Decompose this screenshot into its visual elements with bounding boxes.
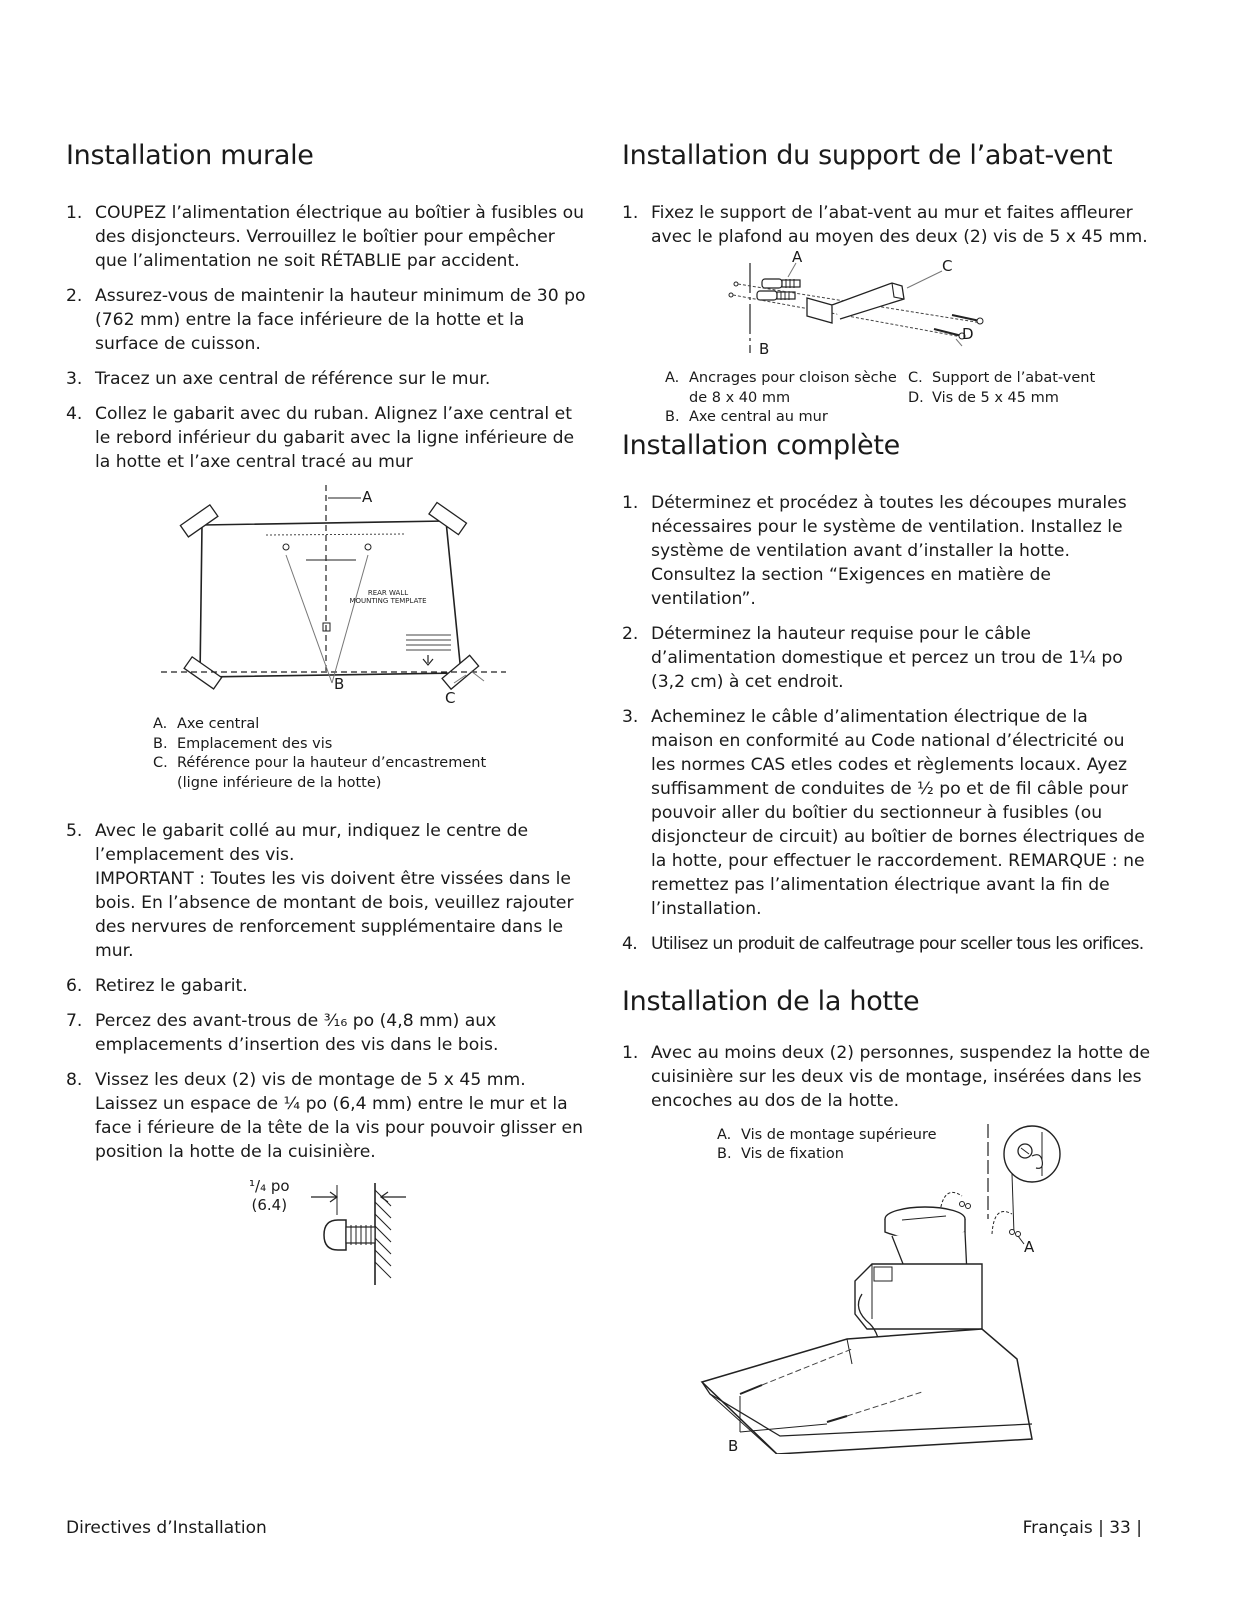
callout-c: C xyxy=(445,689,456,707)
legend-item: D. Vis de 5 x 45 mm xyxy=(908,389,1059,406)
list-item: 8. Vissez les deux (2) vis de montage de 5 x 45 mm. Laissez un espace de ¼ po (6,4 mm) entre le mur et la face i férieure de la tête de la vis pour pouvoir glisser en position la hotte de la cuisinière. xyxy=(66,1070,583,1162)
screw-gap-illustration xyxy=(66,1175,591,1285)
callout-b: B xyxy=(334,675,345,693)
list-item: 2. Assurez-vous de maintenir la hauteur minimum de 30 po (762 mm) entre la face inférieure de la hotte et la surface de cuisson. xyxy=(66,286,586,354)
legend-item: A. Axe central xyxy=(153,716,260,732)
screw-gap-figure xyxy=(66,1175,591,1285)
right-column xyxy=(622,140,1152,1454)
callout-a: A xyxy=(1024,1237,1035,1256)
gap-dimension-label: ¹/₄ po (6.4) xyxy=(249,1177,290,1214)
steps-list-3 xyxy=(622,1041,1152,1113)
legend-item: C. Support de l’abat-vent xyxy=(908,370,1096,386)
list-item: 2. Déterminez la hauteur requise pour le câble d’alimentation domestique et percez un trou de 1¼ po (3,2 cm) à cet endroit. xyxy=(622,623,1123,692)
legend-item: B. Axe central au mur xyxy=(665,409,828,425)
list-item: 1. Fixez le support de l’abat-vent au mur et faites affleurer avec le plafond au moyen des deux (2) vis de 5 x 45 mm. xyxy=(622,203,1148,247)
bracket-figure xyxy=(622,248,1152,375)
footer-page-number: Français | 33 | xyxy=(1022,1518,1142,1538)
footer-left: Directives d’Installation xyxy=(66,1518,267,1538)
list-item: 1. Déterminez et procédez à toutes les découpes murales nécessaires pour le système de ventilation. Installez le système de ventilation avant d’installer la hotte. Consultez la section “Exigences en matière de ventilation”. xyxy=(622,492,1127,609)
callout-a: A xyxy=(792,248,803,266)
template-text: REAR WALL xyxy=(367,589,409,597)
legend-item: A. Ancrages pour cloison sèche de 8 x 40 mm xyxy=(665,370,897,406)
list-item: 4. Collez le gabarit avec du ruban. Alignez l’axe central et le rebord inférieur du gabarit avec la ligne inférieure de la hotte et l’axe central tracé au mur xyxy=(66,404,575,472)
steps-list-2 xyxy=(622,491,1152,956)
legend-item: A. Vis de montage supérieure xyxy=(717,1126,937,1143)
callout-c: C xyxy=(942,257,953,275)
bracket-figure-legend xyxy=(665,369,1152,428)
template-figure-legend xyxy=(153,715,591,793)
section-title-complete: Installation complète xyxy=(622,429,900,461)
callout-b: B xyxy=(728,1436,739,1455)
mounting-template-illustration xyxy=(66,485,591,715)
callout-d: D xyxy=(962,325,974,343)
section-title-bracket: Installation du support de l’abat-vent xyxy=(622,140,1113,171)
callout-a: A xyxy=(362,488,373,506)
bracket-illustration xyxy=(622,253,1152,375)
list-item: 3. Acheminez le câble d’alimentation électrique de la maison en conformité au Code national d’électricité ou les normes CAS etles codes et règlements locaux. Ayez suffisamment de conduites de ½ po et de fil câble pour pouvoir aller du boîtier du sectionneur à fusibles (ou disjoncteur de circuit) au boîtier de bornes électriques de la hotte, pour effectuer le raccordement. REMARQUE : ne remettez pas l’alimentation électrique avant la fin de l’installation. xyxy=(622,706,1145,919)
list-item: 1. Avec au moins deux (2) personnes, suspendez la hotte de cuisinière sur les deux vis de montage, insérées dans les encoches au dos de la hotte. xyxy=(622,1042,1151,1111)
section-title-hood: Installation de la hotte xyxy=(622,985,920,1017)
legend-item: B. Vis de fixation xyxy=(717,1146,844,1162)
callout-b: B xyxy=(759,340,770,358)
list-item: 1. COUPEZ l’alimentation électrique au boîtier à fusibles ou des disjoncteurs. Verrouillez le boîtier pour empêcher que l’alimentation ne soit RÉTABLIE par accident. xyxy=(66,203,585,271)
section-title-wall-installation: Installation murale xyxy=(66,140,314,171)
hood-figure-legend xyxy=(717,1126,937,1165)
range-hood-illustration xyxy=(622,1124,1152,1454)
svg-text:MOUNTING TEMPLATE: MOUNTING TEMPLATE xyxy=(349,597,427,605)
legend-item: B. Emplacement des vis xyxy=(153,735,333,752)
legend-item: C. Référence pour la hauteur d’encastrement (ligne inférieure de la hotte) xyxy=(153,755,487,791)
list-item: 7. Percez des avant-trous de ³⁄₁₆ po (4,8 mm) aux emplacements d’insertion des vis dans le bois. xyxy=(66,1011,499,1055)
left-column xyxy=(66,140,591,1285)
list-item: 5. Avec le gabarit collé au mur, indiquez le centre de l’emplacement des vis. IMPORTANT : Toutes les vis doivent être vissées dans le bois. En l’absence de montant de bois, veuillez rajouter des nervures de renforcement supplémentaire dans le mur. xyxy=(66,821,574,961)
list-item: 3. Tracez un axe central de référence sur le mur. xyxy=(66,369,491,389)
steps-list-b xyxy=(66,819,591,1164)
mounting-template-figure xyxy=(66,485,591,715)
steps-list-1 xyxy=(622,201,1152,249)
hood-figure xyxy=(622,1124,1152,1454)
steps-list-a xyxy=(66,201,591,474)
list-item: 4. Utilisez un produit de calfeutrage pour sceller tous les orifices. xyxy=(622,933,1144,954)
list-item: 6. Retirez le gabarit. xyxy=(66,976,248,996)
